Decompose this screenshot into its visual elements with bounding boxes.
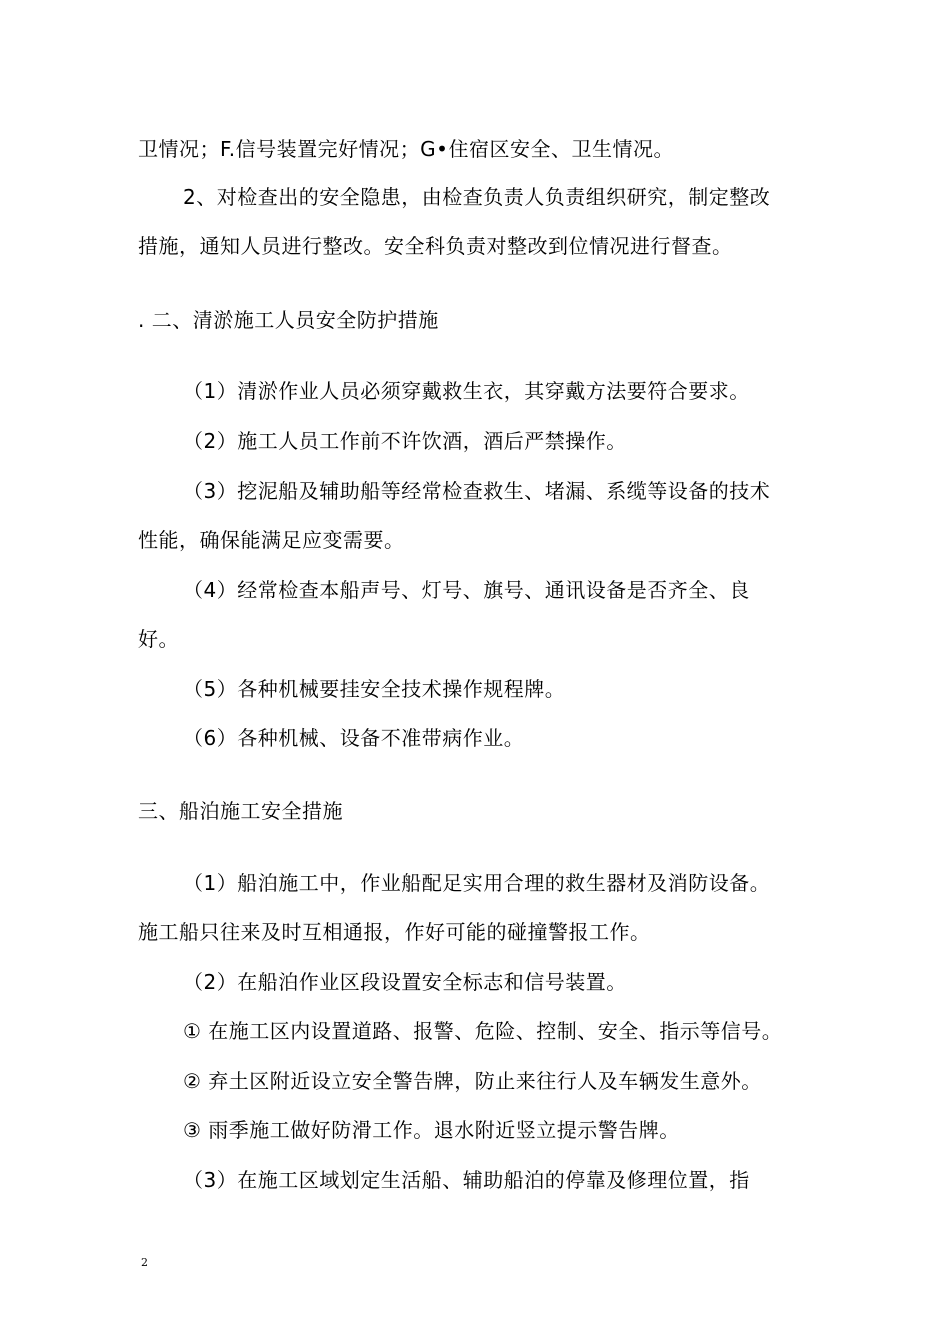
text-line: （1）船泊施工中，作业船配足实用合理的救生器材及消防设备。 — [183, 871, 771, 895]
text-line: 施工船只往来及时互相通报，作好可能的碰撞警报工作。 — [138, 920, 651, 944]
text-line: 性能，确保能满足应变需要。 — [138, 528, 405, 552]
text-line: 卫情况；F.信号装置完好情况；G•住宿区安全、卫生情况。 — [138, 137, 674, 161]
text-line: 好。 — [138, 627, 179, 651]
text-line: ③ 雨季施工做好防滑工作。退水附近竖立提示警告牌。 — [183, 1118, 680, 1142]
text-line: （3）挖泥船及辅助船等经常检查救生、堵漏、系缆等设备的技术 — [183, 479, 771, 503]
section-heading: 三、船泊施工安全措施 — [138, 799, 343, 823]
text-line: （1）清淤作业人员必须穿戴救生衣，其穿戴方法要符合要求。 — [183, 379, 750, 403]
text-line: （3）在施工区域划定生活船、辅助船泊的停靠及修理位置，指 — [183, 1168, 750, 1192]
text-line: ① 在施工区内设置道路、报警、危险、控制、安全、指示等信号。 — [183, 1019, 783, 1043]
text-line: （5）各种机械要挂安全技术操作规程牌。 — [183, 677, 566, 701]
text-line: 措施，通知人员进行整改。安全科负责对整改到位情况进行督查。 — [138, 234, 733, 258]
text-line: （2）在船泊作业区段设置安全标志和信号装置。 — [183, 970, 627, 994]
text-line: （4）经常检查本船声号、灯号、旗号、通讯设备是否齐全、良 — [183, 578, 750, 602]
text-line: （6）各种机械、设备不准带病作业。 — [183, 726, 525, 750]
section-heading: . 二、清淤施工人员安全防护措施 — [138, 308, 439, 332]
page-number: 2 — [141, 1256, 148, 1269]
text-line: ② 弃土区附近设立安全警告牌，防止来往行人及车辆发生意外。 — [183, 1069, 762, 1093]
text-line: （2）施工人员工作前不许饮酒，酒后严禁操作。 — [183, 429, 627, 453]
text-line: 2、对检查出的安全隐患，由检查负责人负责组织研究，制定整改 — [183, 185, 771, 209]
